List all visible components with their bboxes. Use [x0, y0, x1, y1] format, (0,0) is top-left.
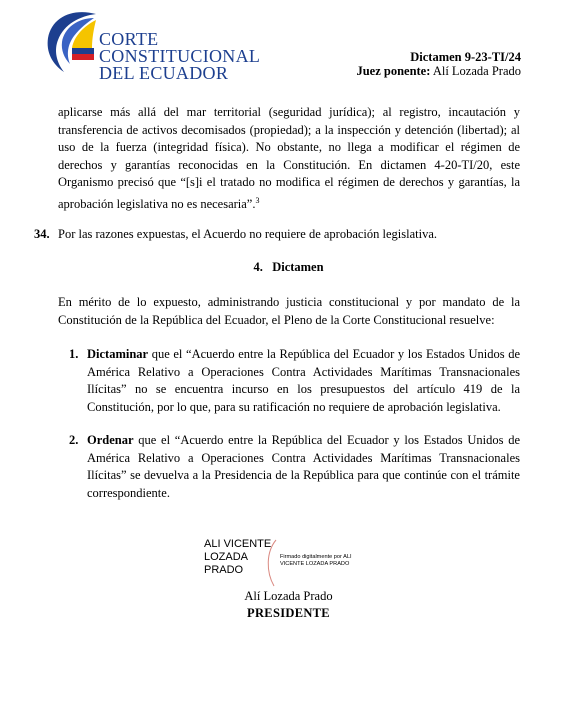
footnote-marker: 3	[255, 195, 260, 205]
signer-role: PRESIDENTE	[247, 606, 330, 620]
paragraph-text: aplicarse más allá del mar territorial (seguridad jurídica); al registro, incautación y transferencia de activos decomisados (propiedad); a la inspección y detención (libertad); al uso de la fuerza (integridad física). No obstante, no llega a modificar el régimen de derechos y garantías reconocidas en la Constitución. En dictamen 4-20-TI/20, este Organismo precisó que “[s]i el tratado no modifica el régimen de derechos y garantías, la aprobación legislativa no es necesaria”.	[58, 105, 520, 212]
paragraph-resolution-intro: En mérito de lo expuesto, administrando justicia constitucional y por mandato de la Constitución de la República del Ecuador, el Pleno de la Corte Constitucional resuelve:	[58, 295, 520, 327]
org-name-line2: CONSTITUCIONAL	[99, 46, 261, 66]
resolution-item	[69, 432, 520, 502]
signer-name: Alí Lozada Prado	[244, 589, 333, 603]
item-text: que el “Acuerdo entre la República del Ecuador y los Estados Unidos de América Relativo a Operaciones Contra Actividades Marítimas Transnacionales Ilícitas” se devuelva a la Presidencia de la República para que continúe con el trámite correspondiente.	[87, 433, 520, 500]
signer-block	[0, 588, 577, 622]
dictamen-number: Dictamen 9-23-TI/24	[410, 50, 521, 64]
signature-name-line2: LOZADA	[204, 551, 249, 563]
signature-note-line2: VICENTE LOZADA PRADO	[280, 561, 350, 567]
signature-note-line1: Firmado digitalmente por ALI	[280, 554, 352, 560]
section-heading: 4. Dictamen	[253, 260, 324, 274]
item-number: 2.	[69, 433, 79, 447]
signature-stroke-icon	[262, 538, 282, 588]
resolution-item	[69, 346, 520, 416]
judge-line	[356, 64, 521, 78]
document-reference	[356, 50, 521, 78]
item-text: que el “Acuerdo entre la República del Ecuador y los Estados Unidos de América Relativo a Operaciones Contra Actividades Marítimas Transnacionales Ilícitas” no se encuentra incurso en los presupuestos del artículo 419 de la Constitución, por lo que, para su ratificación no requiere de aprobación legislativa.	[87, 347, 520, 414]
org-name-line3: DEL ECUADOR	[99, 63, 229, 83]
paragraph-34	[34, 226, 520, 244]
paragraph-continuation	[58, 104, 520, 214]
item-keyword: Dictaminar	[87, 347, 149, 361]
paragraph-number: 34.	[34, 227, 50, 241]
court-name	[99, 29, 261, 83]
digital-signature	[204, 538, 384, 588]
org-name-line1: CORTE	[99, 29, 159, 49]
signature-note	[280, 554, 352, 568]
item-keyword: Ordenar	[87, 433, 134, 447]
signature-name-line3: PRADO	[204, 564, 244, 576]
judge-label: Juez ponente:	[356, 64, 431, 78]
item-number: 1.	[69, 347, 79, 361]
signature-name-line1: ALI VICENTE	[204, 538, 272, 550]
judge-name: Alí Lozada Prado	[432, 64, 521, 78]
court-emblem-icon	[44, 8, 100, 76]
court-logo	[44, 8, 261, 84]
paragraph-text: Por las razones expuestas, el Acuerdo no requiere de aprobación legislativa.	[58, 227, 438, 241]
